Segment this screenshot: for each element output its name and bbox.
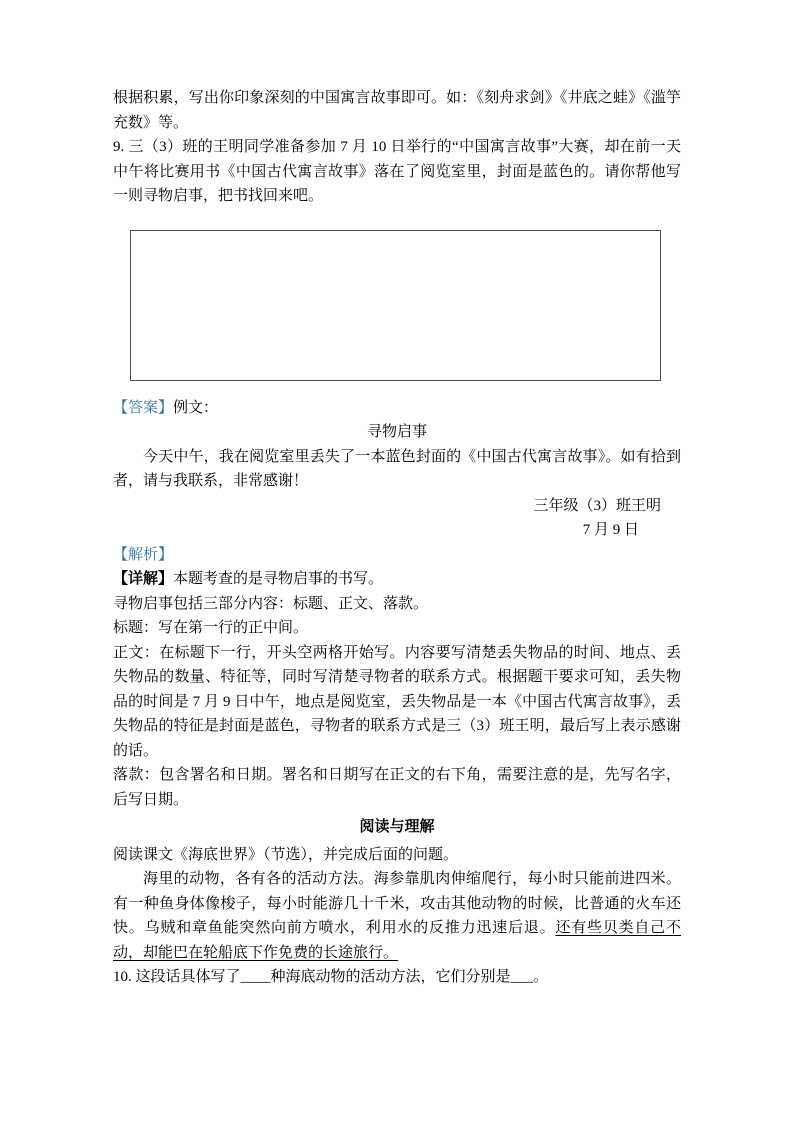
detail-label: 【详解】 [113, 571, 174, 587]
analysis-parts-line: 寻物启事包括三部分内容：标题、正文、落款。 [113, 595, 429, 612]
passage-text: 海里的动物，各有各的活动方法。海参靠肌肉伸缩爬行，每小时只能前进四米。有一种鱼身体像梭子，每小时能游几十千米，攻击其他动物的时候，比普通的火车还快。乌贼和章鱼能突然向前方喷水，利用水的反推力迅速后退。 [113, 871, 681, 936]
notice-title: 寻物启事 [366, 424, 427, 440]
notice-date: 7 月 9 日 [582, 522, 639, 538]
paragraph-intro: 根据积累，写出你印象深刻的中国寓言故事即可。如：《刻舟求剑》《井底之蛙》《滥竽充数》等。 [113, 90, 681, 131]
passage-underlined-text: 还有些贝类自己不动，却能巴在轮船底下作免费的长途旅行。 [113, 920, 681, 961]
reading-instruction: 阅读课文《海底世界》（节选），并完成后面的问题。 [113, 846, 459, 863]
detail-text: 本题考查的是寻物启事的书写。 [173, 571, 384, 587]
analysis-label: 【解析】 [113, 546, 174, 563]
analysis-detail-line [113, 567, 681, 592]
analysis-body-rule: 正文：在标题下一行，开头空两格开始写。内容要写清楚丢失物品的时间、地点、丢失物品的数量、特征等，同时写清楚寻物者的联系方式。根据题干要求可知，丢失物品的时间是 7 月 9 日中午，地点是阅览室，丢失物品是一本《中国古代寓言故事》，丢失物品的特征是封面是蓝色，寻物者的联系方式是三（3）班王明，最后写上表示感谢的话。 [113, 644, 681, 759]
notice-signature: 三年级（3）班王明 [533, 497, 661, 514]
question-10: 10. 这段话具体写了____种海底动物的活动方法，它们分别是___。 [113, 969, 549, 985]
section-heading-reading: 阅读与理解 [359, 819, 435, 835]
notice-body: 今天中午，我在阅览室里丢失了一本蓝色封面的《中国古代寓言故事》。如有拾到者，请与我联系，非常感谢！ [113, 448, 681, 489]
answer-label: 【答案】 [113, 399, 174, 416]
analysis-title-rule: 标题：写在第一行的正中间。 [113, 620, 309, 636]
answer-lead: 例文： [173, 399, 219, 416]
answer-writing-box[interactable] [130, 230, 661, 381]
question-9: 9. 三（3）班的王明同学准备参加 7 月 10 日举行的“中国寓言故事”大赛，却在前一天中午将比赛用书《中国古代寓言故事》落在了阅览室里，封面是蓝色的。请你帮他写一则寻物启事，把书找回来吧。 [113, 139, 681, 204]
reading-passage [113, 867, 681, 965]
analysis-sign-rule: 落款：包含署名和日期。署名和日期写在正文的右下角，需要注意的是，先写名字，后写日期。 [113, 767, 681, 808]
answer-heading-line [113, 396, 681, 421]
analysis-heading-line [113, 543, 681, 568]
